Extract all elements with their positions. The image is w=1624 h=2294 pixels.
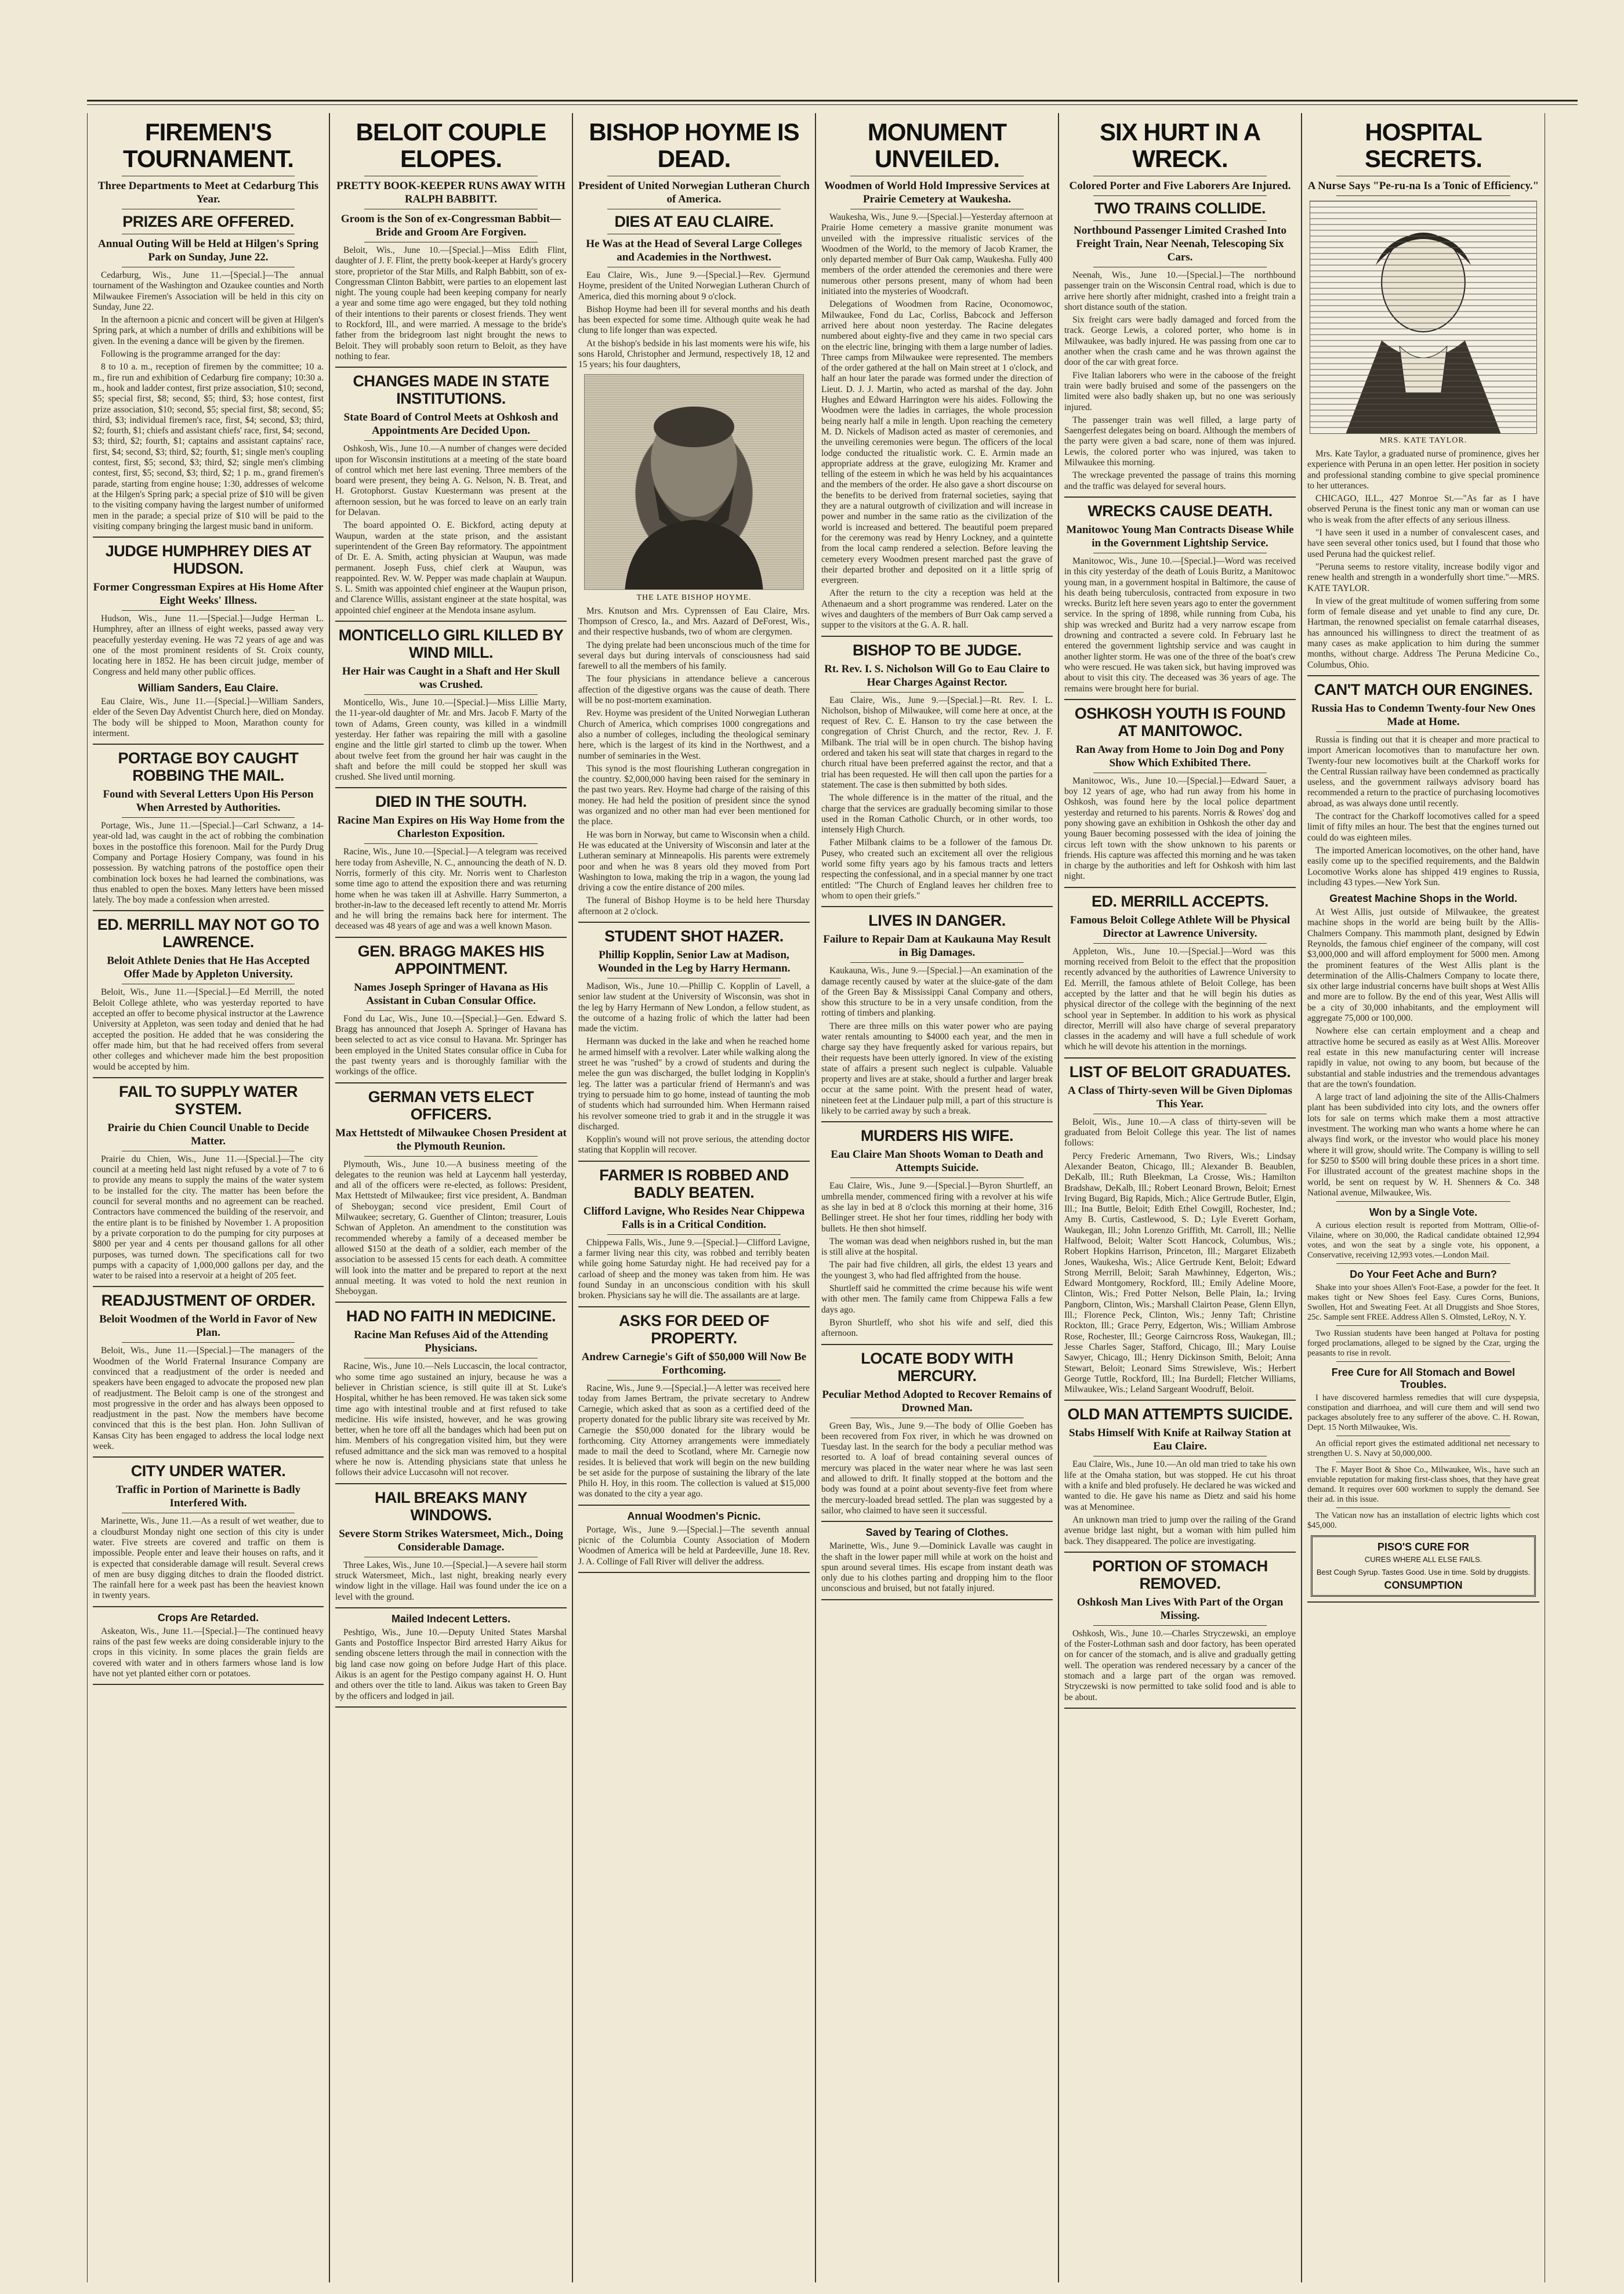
paragraph: Kaukauna, Wis., June 9.—[Special.]—An examination of the damage recently caused by water at the sluice-gate of the dam of the Green Bay & Mississippi Canal Company and others, show this structure to be in a very unsafe condition, from the rotting of timbers and planking. (821, 966, 1053, 1019)
paragraph: Two Russian students have been hanged at Poltava for posting forged proclamations, alleged to be signed by the Czar, urging the peasants to rise in revolt. (1307, 1329, 1539, 1358)
paragraph: Delegations of Woodmen from Racine, Oconomowoc, Milwaukee, Fond du Lac, Corliss, Babcock and Jefferson arrived here about noon yesterday. The Racine delegates numbered about eighty-five and they came in two special cars on the electric line, bringing with them a large number of ladies. Three camps from Milwaukee were represented. The members of the order gathered at the hall on Main street at 1 o'clock, and half an hour later the parade was formed under the direction of Lieut. D. J. J. Martin, who acted as marshal of the day. John Hughes and Edward Harrington were his aides. Following the Woodmen were the ladies in carriages, the whole procession being nearly half a mile in length. Upon reaching the cemetery M. D. Nickels of Madison acted as master of ceremonies, and the unveiling ceremonies were begun. The officers of the local lodge conducted the ritualistic work. C. E. Armin made an appropriate address at the grave, eulogizing Mr. Kramer and telling of the esteem in which he was held by his acquaintances and the members of the order. He also gave a short discourse on the benefits to be derived from fraternal societies, saying that they are a natural outgrowth of civilization and will increase in power and number in the same ratio as the civilization of the world is increased and bettered. The beautiful poem prepared for the ceremony was read by Henry Lockney, and a quintette from the local camp rendered a selection. Before leaving the cemetery every Woodmen present marched past the grave of their departed brother and deposited on it a little sprig of evergreen. (821, 299, 1053, 586)
headline: HOSPITAL SECRETS. (1364, 118, 1482, 172)
paragraph: Russia is finding out that it is cheaper and more practical to import American locomotives than to manufacture her own. Twenty-four new locomotives built at the Charkoff works for the Central Russian railway have been condemned as practically useless, and the government railways advisory board has recommended a return to the practice of purchasing locomotives abroad, as was always done until recently. (1307, 734, 1539, 809)
article-rule (578, 1572, 810, 1573)
paragraph: Mrs. Kate Taylor, a graduated nurse of prominence, gives her experience with Peruna in an open letter. Her position in society and professional standing combine to give special prominence to her utterances. (1307, 449, 1539, 491)
paragraph: Waukesha, Wis., June 9.—[Special.]—Yesterday afternoon at Prairie Home cemetery a massive granite monument was unveiled with the impressive ritualistic services of the Woodmen of the World, to the memory of Jacob Kramer, the only departed member of Burr Oak camp, Waukesha. Fully 400 members of the order attended the ceremonies and there were numerous other persons present, many of whom had been initiated into the mysteries of Woodcraft. (821, 212, 1053, 297)
article-rule (1064, 497, 1296, 498)
headline: WRECKS CAUSE DEATH. (1088, 502, 1273, 520)
paragraph: After the return to the city a reception was held at the Athenaeum and a short programme was rendered. Later on the wives and daughters of the members of Burr Oak camp served a supper to the visitors at the G. A. R. hall. (821, 588, 1053, 630)
headline: OSHKOSH YOUTH IS FOUND AT MANITOWOC. (1074, 704, 1286, 740)
paragraph: CHICAGO, ILL., 427 Monroe St.—"As far as I have observed Peruna is the finest tonic any man or woman can use who is weak from the after effects of any serious illness. (1307, 494, 1539, 525)
paragraph: In view of the great multitude of women suffering from some form of female disease and yet unable to find any cure, Dr. Hartman, the renowned specialist on female catarrhal diseases, has announced his willingness to direct the treatment of as many cases as make application to him during the summer months, without charge. Address The Peruna Medicine Co., Columbus, Ohio. (1307, 596, 1539, 670)
paragraph: Eau Claire, Wis., June 11.—[Special.]—William Sanders, elder of the Seven Day Adventist Church here, died on Monday. The body will be shipped to Moon, Marathon county for interment. (93, 696, 324, 738)
article-rule (1307, 1601, 1539, 1603)
paragraph: Eau Claire, Wis., June 9.—[Special.]—Byron Shurtleff, an umbrella mender, commenced firing with a revolver at his wife as she lay in bed at 8 o'clock this morning at their home, 316 Bellinger street. He shot her four times, riddling her body with bullets. He then shot himself. (821, 1181, 1053, 1234)
article-rule (93, 1286, 324, 1287)
paragraph: The wreckage prevented the passage of trains this morning and the traffic was delayed for several hours. (1064, 470, 1296, 491)
deck: PRETTY BOOK-KEEPER RUNS AWAY WITH RALPH BABBITT. (336, 180, 566, 205)
paragraph: Prairie du Chien, Wis., June 11.—[Special.]—The city council at a meeting held last night refused by a vote of 7 to 6 to provide any means to supply the mains of the water system to be installed for the city. The matter has been before the council for several months and no agreement can be reached. Contractors have commenced the building of the reservoir, and the entire plant is to be finished by November 1. A proposition by a private corporation to do the pumping for city purposes at $800 per year and 4 cents per thousand gallons for all other purposes, was turned down. The specifications call for two pumps with a capacity of 1,000,000 gallons per day, and the water to be raised into a reservoir at a height of 205 feet. (93, 1154, 324, 1281)
paragraph: Following is the programme arranged for the day: (101, 349, 281, 360)
paragraph: The F. Mayer Boot & Shoe Co., Milwaukee, Wis., have such an enviable reputation for making first-class shoes, that they have great demand. It requires over 600 workmen to supply the demand. See their ad. in this issue. (1307, 1465, 1539, 1505)
article (93, 542, 324, 739)
headline: HAD NO FAITH IN MEDICINE. (346, 1307, 556, 1325)
article (93, 749, 324, 905)
article (1064, 502, 1296, 694)
deck-rule (364, 694, 538, 695)
paragraph: Father Milbank claims to be a follower of the famous Dr. Pusey, who created such an excitement all over the religious world some fifty years ago by his famous tracts and letters respecting the confessional, and in a special manner by one tract entitled: "The Church of England leaves her children free to whom to open their griefs." (821, 838, 1053, 901)
paragraph: I have discovered harmless remedies that will cure dyspepsia, constipation and diarrhoea, and will cure them and will send two packages absolutely free to any sufferer of the above. C. H. Rowan, Dept. 15 North Milwaukee, Wis. (1307, 1393, 1539, 1433)
deck: He Was at the Head of Several Large Colleges and Academies in the Northwest. (586, 238, 802, 263)
deck-rule (1093, 195, 1267, 196)
top-rule (87, 100, 1578, 102)
headline: BISHOP TO BE JUDGE. (852, 641, 1022, 659)
paragraph: Beloit, Wis., June 10.—A class of thirty-seven will be graduated from Beloit College this year. The list of names follows: (1064, 1117, 1296, 1148)
headline: Annual Woodmen's Picnic. (627, 1510, 761, 1522)
paragraph: Hermann was ducked in the lake and when he reached home he armed himself with a revolver. Later while walking along the street he was "rushed" by a crowd of students and during the melee the gun was discharged, the bullet lodging in Kopplin's leg. The latter was a particular friend of Hermann's and was trying to persuade him to go home, instead of taunting the mob of students which had surrounded him. When Hermann raised his revolver someone tried to grab it and in the struggle it was discharged. (578, 1037, 810, 1132)
subhead: Do Your Feet Ache and Burn? (1350, 1269, 1497, 1281)
paragraph: Five Italian laborers who were in the caboose of the freight train were badly bruised and some of the passengers on the limited were also badly shaken up, but no one was seriously injured. (1064, 370, 1296, 412)
paragraph: Madison, Wis., June 10.—Phillip C. Kopplin of Lavell, a senior law student at the University of Wisconsin, was shot in the leg by Harry Hermann of New London, a fellow student, as the outcome of a hazing frolic of which the latter had been made the victim. (578, 981, 810, 1034)
paragraph: "Peruna seems to restore vitality, increase bodily vigor and renew health and strength in a wonderfully short time."—MRS. KATE TAYLOR. (1307, 561, 1539, 593)
item-rule (1336, 1201, 1510, 1202)
paragraph: Shake into your shoes Allen's Foot-Ease, a powder for the feet. It makes tight or New Shoes feel Easy. Cures Corns, Bunions, Swollen, Hot and Sweating Feet. At all Druggists and Shoe Stores, 25c. Sample sent FREE. Address Allen S. Olmsted, LeRoy, N. Y. (1307, 1283, 1539, 1322)
article (93, 1292, 324, 1452)
article (93, 1462, 324, 1601)
paragraph: Oshkosh, Wis., June 10.—A number of changes were decided upon for Wisconsin institutions at a meeting of the state board of control which met here last evening. Three members of the board were present, they being A. G. Nelson, N. B. Treat, and H. Grotophorst. Gustav Kuestermann was present at the afternoon session, but he was forced to leave on an early train for Delavan. (335, 444, 567, 518)
article (335, 943, 567, 1078)
paragraph: Rev. Hoyme was president of the United Norwegian Lutheran Church of America, which comprises 1000 congregations and also a number of colleges, including the theological seminary here, which is the largest of its kind in the Northwest, and a number of seminaries in the West. (578, 708, 810, 761)
deck: Prairie du Chien Council Unable to Decide Matter. (107, 1121, 309, 1147)
article (578, 1312, 810, 1500)
article (335, 1088, 567, 1298)
bishop-portrait (584, 374, 804, 590)
headline: Crops Are Retarded. (157, 1611, 259, 1623)
paragraph: Racine, Wis., June 10.—Nels Luccascin, the local contractor, who some time ago sustained an injury, because he was a believer in Christian science, is still quite ill at St. Luke's Hospital, whither he has been removed. He was taken sick some time ago with intestinal trouble and at first refused to take medicine. His wife insisted, however, and he was growing better, when he tore off all the bandages which had been put on him. Members of his congregation visited him, but they were refused admittance and the sick man was removed to a hospital where he now is. Attending physicians state that unless he follows their advice Luccasohn will not recover. (335, 1361, 567, 1478)
paragraph: Percy Frederic Arnemann, Two Rivers, Wis.; Lindsay Alexander Beaton, Chicago, Ill.; Alexander B. Beaublen, DeKalb, Ill.; Ruth Bleekman, La Crosse, Wis.; Hamilton Bradshaw, DeKalb, Ill.; Robert Leonard Brown, Beloit; Ernest Irving Bugard, Big Rapids, Mich.; Alice Gertrude Butler, Elgin, Ill.; Ina Buttle, Beloit; Edith Ethel Cowgill, Rochester, Ind.; Amy B. Curtis, Castlewood, S. D.; Lyle Everett Gorham, Waukegan, Ill.; John Lorenzo Griffith, Mt. Carroll, Ill.; Nellie Halfwood, Beloit; Walter Scott Hancock, Columbus, Wis.; Robert Hopkins Harrison, Princeton, Ill.; Margaret Elizabeth Jones, Waukesha, Wis.; Alice Gertrude Kent, Beloit; Edward Strong Merrill, Beloit; Sarah Mawhinney, Edgerton, Wis.; Edward Montgomery, Rockford, Ill.; Emily Adeline Moore, Clinton, Wis.; Fred Potter Nelson, Belle Plain, Ia.; Irving Pangborn, Clinton, Wis.; Marshall Clairton Pease, Glenn Ellyn, Ill.; Florence Peck, Clinton, Wis.; Jenny Taft; Christine Rockton, Ill.; Grace Perry, Edgerton, Wis.; William Ambrose Rose, Rochester, Ill.; George Cairncross Ross, Waukegan, Ill.; Jesse Charles Sager, Stafford, Chicago, Ill.; Mary Louise Sawyer, Chicago, Ill.; Henry Dickinson Smith, Beloit; Anna Stewart, Beloit; Leonard Sims Strewisleve, Wis.; Herbert George Tuttle, Rockford, Ill.; Ina Burdell; Fletcher Williams, Milwaukee, Wis.; Leland Sargeant Woodruff, Beloit. (1064, 1151, 1296, 1395)
article (335, 372, 567, 616)
deck: Manitowoc Young Man Contracts Disease While in the Government Lightship Service. (1066, 523, 1294, 549)
headline: PORTAGE BOY CAUGHT ROBBING THE MAIL. (118, 749, 299, 785)
paragraph: At the bishop's bedside in his last moments were his wife, his sons Harold, Christopher and Jermund, respectively 18, 12 and 15 years; his four daughters, (578, 338, 810, 370)
deck-rule (607, 1234, 781, 1235)
paragraph: The passenger train was well filled, a large party of Saengerfest delegates being on board. Although the members of the party were given a bad scare, none of them was injured. Lewis, the colored porter who was injured, was taken to Milwaukee this morning. (1064, 415, 1296, 468)
paragraph: Portage, Wis., June 11.—[Special.]—Carl Schwanz, a 14-year-old lad, was caught in the act of robbing the combination boxes in the postoffice this forenoon. Mail for the Purdy Drug Company and Portage Hosiery Company, was found in his possession. By watching patrons of the postoffice open their combination lock boxes he had learned the combinations, was thus enabled to open the boxes. Many letters have been missed lately. The boy made a confession when arrested. (93, 821, 324, 905)
article (578, 1510, 810, 1567)
article-rule (335, 787, 567, 788)
article (1307, 681, 1539, 1597)
paragraph: Shurtleff said he committed the crime because his wife went with other men. The family came from Chippewa Falls a few days ago. (821, 1284, 1053, 1315)
portrait-caption: MRS. KATE TAYLOR. (1379, 436, 1467, 445)
deck-rule (607, 978, 781, 979)
paragraph: Appleton, Wis., June 10.—[Special.]—Word was this morning received from Beloit to the effect that the proposition recently advanced by the authorities of Lawrence University to Ed. Merrill, the famous athlete of Beloit College, has been accepted by the latter and that he will begin his duties as physical director of the college with the beginning of the next school year in September. In addition to his work as physical director, Merrill will also have charge of several preparatory classes in the academy and will have a full schedule of work which he will devote his attention in the mornings. (1064, 946, 1296, 1052)
paragraph: Byron Shurtleff, who shot his wife and self, died this afternoon. (821, 1317, 1053, 1339)
article-rule (1064, 1552, 1296, 1553)
headline: READJUSTMENT OF ORDER. (101, 1292, 316, 1310)
paragraph: The imported American locomotives, on the other hand, have easily come up to the specified requirements, and the Baldwin Locomotive Works alone has shipped 419 engines to Russia, including 43 types.—New York Sun. (1307, 845, 1539, 887)
deck-rule (850, 1177, 1024, 1178)
paragraph: Fond du Lac, Wis., June 10.—[Special.]—Gen. Edward S. Bragg has announced that Joseph A. Springer of Havana has been selected to act as vice consul to Havana. Mr. Springer has been employed in the United States consular office in Cuba for the past twenty years and is thoroughly familiar with the workings of the office. (335, 1013, 567, 1077)
paragraph: 8 to 10 a. m., reception of firemen by the committee; 10 a. m., fire run and exhibition of Cedarburg fire company; 10:30 a. m., hook and ladder contest, first prize association, $10; second, $5; special first, $8; second, $5; third, $3; hose contest, first prize association, $10; second, $5; special first, $8; second, $5; third, $3; individual firemen's race, first, $4; second, $3; third, $2; fourth, $1; chiefs and assistant chiefs' race, first, $4; second, $3; third, $2; fourth, $1; captains and assistant captains' race, first, $4; second, $3; third, $2; fourth, $1; single men's coupling contest, first, $5; second, $3; third, $2; single men's climbing contest, first, $5; second, $3; third, $2; 1 p. m., grand firemen's parade, starting from engine house; 1:30, addresses of welcome at the Hilgen's Spring park; a special prize of $10 will be given to the visiting company having the largest number of uniformed men in the parade; a special prize of $10 will be paid to the visiting company bringing the largest music band in uniform. (93, 362, 324, 531)
paragraph: Eau Claire, Wis., June 9.—[Special.]—Rt. Rev. I. L. Nicholson, bishop of Milwaukee, will come here at once, at the request of Rev. C. E. Hanson to try the case between the congregation of Christ Church, and the rector, Rev. J. F. Milbank. The trial will be in open church. The bishop having ordered and taken his seat will state that charges in regard to the church ritual have been preferred against the rector, and that a trial has been requested. He will then call upon the parties for a statement. The case is then submitted by both sides. (821, 695, 1053, 790)
paragraph: He was born in Norway, but came to Wisconsin when a child. He was educated at the University of Wisconsin and later at the Lutheran seminary at Minneapolis. His parents were extremely poor and when he was 8 years old they moved from Port Washington to Iowa, making the trip in a wagon, the young lad driving a cow the entire distance of 200 miles. (578, 829, 810, 893)
deck: Former Congressman Expires at His Home After Eight Weeks' Illness. (93, 581, 324, 607)
paragraph: This synod is the most flourishing Lutheran congregation in the country. $2,000,000 having been raised for the seminary in the past two years. Rev. Hoyme had charge of the raising of this money. He had held the position of president since the synod was organized and no other man had ever been mentioned for the place. (578, 763, 810, 827)
item-rule (1336, 1507, 1510, 1508)
paragraph: Nowhere else can certain employment and a cheap and attractive home be secured as easily as at West Allis. Moreover real estate in this new manufacturing center will increase rapidly in value, not owing to any boom, but because of the substantial and stable industries and the tremendous advantages that are the town's foundation. (1307, 1026, 1539, 1089)
headline: ASKS FOR DEED OF PROPERTY. (618, 1311, 770, 1347)
article (578, 927, 810, 1156)
article (821, 119, 1053, 631)
article (335, 1613, 567, 1702)
article-rule (1064, 1400, 1296, 1401)
deck: Andrew Carnegie's Gift of $50,000 Will Now Be Forthcoming. (581, 1350, 807, 1376)
paragraph: Racine, Wis., June 10.—[Special.]—A telegram was received here today from Asheville, N. C., announcing the death of N. D. Norris, formerly of this city. Mr. Norris went to Charleston some time ago to attend the exposition there and was returning home when he was taken ill at Ashville. Harry Summerton, a brother-in-law to the deceased left recently to attend Mr. Morris and he will bring the remains back here for interment. The deceased was 48 years of age and was a well known Mason. (335, 847, 567, 932)
ad-line: PISO'S CURE FOR (1377, 1541, 1470, 1553)
top-rule-thin (87, 104, 1578, 105)
deck-rule (364, 843, 538, 844)
article-rule (93, 910, 324, 911)
article-rule (335, 367, 567, 368)
article (821, 1127, 1053, 1339)
article (335, 793, 567, 932)
article (335, 1307, 567, 1478)
deck: Woodmen of World Hold Impressive Services at Prairie Cemetery at Waukesha. (824, 180, 1050, 205)
paragraph: Oshkosh, Wis., June 10.—Charles Stryczewski, an employe of the Foster-Lothman sash and door factory, has been operated on for cancer of the stomach, and is alive and gradually getting well. The operation was rendered necessary by a cancer of the stomach and a large part of the organ was removed. Stryczewski is now permitted to take solid food and is able to be about. (1064, 1628, 1296, 1702)
headline: MONTICELLO GIRL KILLED BY WIND MILL. (338, 626, 564, 662)
ad-line: Best Cough Syrup. Tastes Good. Use in time. Sold by druggists. (1316, 1568, 1531, 1577)
nurse-portrait-icon (1310, 201, 1536, 433)
article (1064, 893, 1296, 1053)
deck: Eau Claire Man Shoots Woman to Death and Attempts Suicide. (831, 1148, 1043, 1175)
deck: Rt. Rev. I. S. Nicholson Will Go to Eau Claire to Hear Charges Against Rector. (824, 662, 1050, 688)
paragraph: Eau Claire, Wis., June 10.—An old man tried to take his own life at the Omaha station, but was stopped. He cut his throat with a knife and bled profusely. He declared he was wicked and wanted to die. He gave his name as Dietz and said his home was at Menominee. (1064, 1459, 1296, 1512)
article (335, 1489, 567, 1603)
article (821, 912, 1053, 1117)
paragraph: The four physicians in attendance believe a cancerous affection of the digestive organs was the cause of death. There will be no post-mortem examination. (578, 674, 810, 706)
column-2 (330, 113, 573, 2282)
headline: MONUMENT UNVEILED. (867, 118, 1007, 172)
deck-rule (364, 1156, 538, 1157)
article-rule (821, 1599, 1053, 1600)
article-rule (578, 1161, 810, 1162)
article (578, 119, 810, 917)
article-rule (821, 1521, 1053, 1522)
deck: Famous Beloit College Athlete Will be Physical Director at Lawrence University. (1070, 914, 1290, 940)
article-rule (1064, 1057, 1296, 1059)
ad-line: CONSUMPTION (1384, 1579, 1463, 1592)
deck: President of United Norwegian Lutheran Church of America. (578, 180, 810, 205)
headline: OLD MAN ATTEMPTS SUICIDE. (1067, 1405, 1293, 1423)
deck: Russia Has to Condemn Twenty-four New Ones Made at Home. (1311, 702, 1536, 728)
paragraph: An official report gives the estimated additional net necessary to strengthen U. S. Navy at 50,000,000. (1307, 1439, 1539, 1459)
article-rule (335, 621, 567, 622)
headline: LIVES IN DANGER. (868, 912, 1006, 930)
paragraph: The board appointed O. E. Bickford, acting deputy at Waupun, warden at the state prison, and the assistant superintendent of the Green Bay reformatory. The appointment of Dr. E. A. Smith, acting physician at Waupun, was made permanent. Joseph Fuss, chief clerk at Waupun, was reappointed. Rev. W. W. Pepper was made chaplain at Waupun. S. L. Smith was appointed chief engineer at the Waupun prison, and Clarence Willis, assistant engineer at the state hospital, was appointed chief engineer at the Mendota insane asylum. (335, 520, 567, 615)
headline: BELOIT COUPLE ELOPES. (356, 118, 546, 172)
article (335, 626, 567, 782)
deck-rule (850, 962, 1024, 963)
article (335, 119, 567, 362)
headline: BISHOP HOYME IS DEAD. (589, 118, 799, 172)
column-6 (1302, 113, 1545, 2282)
paragraph: Askeaton, Wis., June 11.—[Special.]—The continued heavy rains of the past few weeks are doing considerable injury to the crops in this vicinity. In some places the grain fields are covered with water and in others farmers whose land is low have not yet planted either corn or potatoes. (93, 1626, 324, 1679)
paragraph: Six freight cars were badly damaged and forced from the track. George Lewis, a colored porter, who home is in Milwaukee, was badly injured. He was passing from one car to another when the crash came and he was thrown against the door of the car with great force. (1064, 315, 1296, 368)
deck: Stabs Himself With Knife at Railway Station at Eau Claire. (1068, 1427, 1291, 1453)
deck: Groom is the Son of ex-Congressman Babbit—Bride and Groom Are Forgiven. (340, 213, 561, 238)
headline: PORTION OF STOMACH REMOVED. (1092, 1557, 1268, 1592)
deck: Annual Outing Will be Held at Hilgen's Spring Park on Sunday, June 22. (98, 238, 318, 263)
deck: Beloit Athlete Denies that He Has Accepted Offer Made by Appleton University. (107, 955, 310, 981)
deck: PRIZES ARE OFFERED. (122, 213, 294, 230)
paragraph: Peshtigo, Wis., June 10.—Deputy United States Marshal Gants and Postoffice Inspector Bird arrested Harry Aikus for sending obscene letters through the mail in connection with the big land case now going on before Judge Hart of this place. Aikus is an agent for the Pestigo company against H. O. Hunt and others over the title to land. Aikus was taken to Green Bay by the officers and lodged in jail. (335, 1627, 567, 1701)
article-rule (1307, 675, 1539, 676)
item-rule (1336, 1263, 1510, 1264)
deck: State Board of Control Meets at Oshkosh and Appointments Are Decided Upon. (343, 411, 559, 437)
headline: LOCATE BODY WITH MERCURY. (861, 1349, 1013, 1385)
headline: FIREMEN'S TOURNAMENT. (123, 118, 293, 172)
paragraph: The dying prelate had been unconscious much of the time for several days but during intervals of consciousness had said farewell to all the members of his family. (578, 640, 810, 672)
deck: Severe Storm Strikes Watersmeet, Mich., Doing Considerable Damage. (339, 1527, 563, 1553)
subhead: Free Cure for All Stomach and Bowel Troubles. (1331, 1367, 1516, 1391)
paragraph: Mrs. Knutson and Mrs. Cyprenssen of Eau Claire, Mrs. Thompson of Cresco, Ia., and Mrs. Aazard of DeForest, Wis., and their respective husbands, two of whom are clergymen. (578, 606, 810, 637)
article-rule (335, 1302, 567, 1303)
article (1064, 1405, 1296, 1546)
article (821, 1527, 1053, 1594)
deck: Clifford Lavigne, Who Resides Near Chippewa Falls is in a Critical Condition. (583, 1205, 805, 1231)
paragraph: Green Bay, Wis., June 9.—The body of Ollie Goeben has been recovered from Fox river, in which he was drowned on Tuesday last. In the search for the body a peculiar method was resorted to. A loaf of bread containing several ounces of mercury was placed in the water near where he was last seen and allowed to drift. It finally stopped at the bottom and the body was found at a point about seventy-five feet from where the mercury-loaded bread settled. The plan was suggested by a sailor, who claimed to have seen it successful. (821, 1420, 1053, 1516)
article-rule (93, 1606, 324, 1607)
headline: HAIL BREAKS MANY WINDOWS. (374, 1488, 527, 1524)
article (1307, 119, 1539, 671)
article-rule (335, 1706, 567, 1708)
paragraph: Chippewa Falls, Wis., June 9.—[Special.]—Clifford Lavigne, a farmer living near this city, was robbed and terribly beaten while going home Saturday night. He had received pay for a carload of sheep and the money was taken from him. He was found Sunday in an unconscious condition with his skull broken. Physicians say he will die. The assailants are at large. (578, 1237, 810, 1301)
deck: TWO TRAINS COLLIDE. (1094, 200, 1266, 217)
paragraph: The funeral of Bishop Hoyme is to be held here Thursday afternoon at 2 o'clock. (578, 896, 810, 916)
paragraph: Racine, Wis., June 9.—[Special.]—A letter was received here today from James Bertram, the private secretary to Andrew Carnegie, which asked that as soon as a certified deed of the property donated for the public library site was received by Mr. Carnegie the $50,000 donated for the library would be forthcoming. City Attorney arrangements were immediately made to mail the deed to Scotland, where Mr. Carnegie now resides. It is believed that work will begin on the new building be set aside for the purpose of sustaining the library of the late Philo H. Hoy, in this room. The collection is valued at $15,000 was donated to the city a year ago. (578, 1383, 810, 1499)
item-rule (1336, 1361, 1510, 1362)
article (1064, 1557, 1296, 1703)
article-rule (821, 636, 1053, 637)
paragraph: "I have seen it used in a number of convalescent cases, and have seen several other tonics used, but I found that those who used Peruna had the quickest relief. (1307, 528, 1539, 559)
headline: CAN'T MATCH OUR ENGINES. (1314, 680, 1533, 698)
paragraph: A curious election result is reported from Mottram, Ollie-of-Vilaine, where on 30,000, the Radical candidate obtained 12,994 votes, and won the seat by a single vote, his opponent, a Conservative, receiving 12,993 votes.—London Mail. (1307, 1221, 1539, 1260)
paragraph: Kopplin's wound will not prove serious, the attending doctor stating that Kopplin will recover. (578, 1135, 810, 1155)
article (578, 1166, 810, 1302)
photo-caption: THE LATE BISHOP HOYME. (636, 593, 752, 602)
article (1064, 119, 1296, 492)
article-rule (335, 1082, 567, 1083)
deck: Oshkosh Man Lives With Part of the Organ Missing. (1076, 1596, 1284, 1622)
deck-rule (1336, 195, 1510, 196)
item-rule (1336, 1325, 1510, 1326)
deck: Colored Porter and Five Laborers Are Injured. (1069, 180, 1291, 192)
paragraph: Beloit, Wis., June 10.—[Special.]—Miss Edith Flint, daughter of J. F. Flint, the pretty book-keeper at Hardy's grocery store, proprietor of the Star Mills, and Ralph Babbitt, son of ex-Congressman Clinton Babbitt, were parties to an elopement last night. The young couple had been keeping company for nearly a year and some time ago were engaged, but they told nothing of their intentions to their parents or closest friends. They went to Rockford, Ill., and were married. A message to the bride's father from the bridegroom last night brought the news to Beloit. They will probably soon return to Beloit, as they have nothing to fear. (335, 245, 567, 361)
deck: A Class of Thirty-seven Will be Given Diplomas This Year. (1068, 1084, 1292, 1110)
headline: CHANGES MADE IN STATE INSTITUTIONS. (353, 372, 549, 408)
subhead: William Sanders, Eau Claire. (138, 682, 278, 694)
headline: SIX HURT IN A WRECK. (1099, 118, 1261, 172)
subhead: Greatest Machine Shops in the World. (1329, 893, 1517, 905)
deck-rule (850, 692, 1024, 693)
headline: FARMER IS ROBBED AND BADLY BEATEN. (599, 1166, 789, 1201)
article-rule (335, 1607, 567, 1608)
article-rule (93, 744, 324, 745)
newspaper-page (87, 113, 1578, 2282)
article-rule (93, 1456, 324, 1458)
deck-rule (122, 817, 295, 818)
deck-rule (364, 440, 538, 441)
paragraph: The pair had five children, all girls, the eldest 13 years and the youngest 3, who had fled affrighted from the house. (821, 1260, 1053, 1281)
deck: Northbound Passenger Limited Crashed Into Freight Train, Near Neenah, Telescoping Six Cars. (1073, 224, 1287, 263)
paragraph: Plymouth, Wis., June 10.—A business meeting of the delegates to the reunion was held at Laycenm hall yesterday, and all of the officers were re-elected, as follows: President, Max Hettstedt of Milwaukee; first vice president, A. Bandman of Sheboygan; second vice president, Emil Court of Milwaukee; secretary, G. Guenther of Clinton; treasurer, Louis Schwan of Appleton. An amendment to the constitution was recommended whereby a family of a deceased member be allowed $150 at the death of a soldier, each member of the association to be assessed 15 cents for each death. A committee will look into the matter and be prepared to report at the next annual meeting. It was voted to hold the next reunion in Sheboygan. (335, 1159, 567, 1297)
headline: DIED IN THE SOUTH. (375, 793, 527, 811)
article (821, 642, 1053, 902)
headline: Mailed Indecent Letters. (391, 1612, 511, 1625)
deck: Traffic in Portion of Marinette is Badly Interfered With. (115, 1484, 301, 1510)
article (821, 1350, 1053, 1517)
deck: Racine Man Refuses Aid of the Attending Physicians. (354, 1329, 548, 1355)
piso-advertisement (1311, 1535, 1536, 1597)
headline: ED. MERRILL ACCEPTS. (1091, 892, 1269, 910)
paragraph: Manitowoc, Wis., June 10.—[Special.]—Word was received in this city yesterday of the death of Louis Buritz, a Manitowoc young man, in a government hospital in Baltimore, the cause of his death being tuberculosis, contracted from exposure in two wrecks. Buritz left here seven years ago to enter the government service. In the spring of 1898, while running from Cuba, his ship was wrecked and Buritz had a very narrow escape from drowning and contracted a severe cold. In February last he entered the government lightship service and was caught in another lighter storm. He was one of the three of the boat's crew who were rescued. He was taken sick, but having improved was about to visit this city. The deceased was 36 years of age. The remains were brought here for burial. (1064, 556, 1296, 694)
article-rule (93, 537, 324, 538)
deck: DIES AT EAU CLAIRE. (614, 213, 774, 230)
article (1064, 705, 1296, 882)
paragraph: Hudson, Wis., June 11.—[Special.]—Judge Herman L. Humphrey, after an illness of eight weeks, passed away very peacefully yesterday evening. He was 72 years of age and was one of the most prominent residents of St. Croix county, locating here in 1852. He has been circuit judge, member of Congress and held many other public offices. (93, 614, 324, 677)
paragraph: A large tract of land adjoining the site of the Allis-Chalmers plant has been subdivided into city lots, and the owners offer lots for sale on terms which make them a most attractive investment. The working man who wants a home where he can always find work, or the investor who would place his money where it will grow, should write. The Company is willing to sell for $250 to $500 will bring double these prices in a short time. For illustrated account of the greatest machine shops in the world, be sent on request by W. H. Shenners & Co. 348 National avenue, Milwaukee, Wis. (1307, 1092, 1539, 1198)
headline: JUDGE HUMPHREY DIES AT HUDSON. (105, 542, 311, 578)
article (93, 119, 324, 532)
paragraph: Beloit, Wis., June 11.—[Special.]—The managers of the Woodmen of the World Fraternal Insurance Company are convinced that a readjustment of the order is needed and speakers have been engaged to advocate the proposed new plan of readjustment. The Beloit camp is one of the strongest and most progressive in the order and has always been opposed to readjustment in the past. Now the members have become convinced that this is the best plan. Hon. John Sullivan of Kansas City has been engaged to address the local lodge next week. (93, 1346, 324, 1452)
article-rule (93, 1684, 324, 1685)
paragraph: The contract for the Charkoff locomotives called for a speed limit of fifty miles an hour. The best that the engines turned out could do was eighteen miles. (1307, 811, 1539, 843)
paragraph: The Vatican now has an installation of electric lights which cost $45,000. (1307, 1511, 1539, 1531)
paragraph: An unknown man tried to jump over the railing of the Grand avenue bridge last night, but a woman with him pulled him back. They disappeared. The police are investigating. (1064, 1514, 1296, 1546)
deck: Phillip Kopplin, Senior Law at Madison, Wounded in the Leg by Harry Hermann. (597, 948, 791, 974)
headline: CITY UNDER WATER. (130, 1462, 286, 1480)
paragraph: Cedarburg, Wis., June 11.—[Special.]—The annual tournament of the Washington and Ozaukee counties and North Milwaukee Firemen's Association will be held in this city on Sunday, June 22. (93, 270, 324, 312)
article (93, 1083, 324, 1282)
headline: GERMAN VETS ELECT OFFICERS. (368, 1088, 534, 1123)
deck: Ran Away from Home to Join Dog and Pony Show Which Exhibited There. (1075, 743, 1285, 769)
headline: Saved by Tearing of Clothes. (865, 1527, 1009, 1539)
paragraph: The whole difference is in the matter of the ritual, and the charge that the services are gradually becoming similar to those used in the Roman Catholic Church, or in other words, too intensely High Church. (821, 793, 1053, 835)
article-rule (578, 1505, 810, 1506)
column-4 (816, 113, 1059, 2282)
paragraph: Monticello, Wis., June 10.—[Special.]—Miss Lillie Marty, the 11-year-old daughter of Mr. and Mrs. Jacob F. Marty of the town of Adams, Green county, was killed in a windmill yesterday. Her father was repairing the mill with a gasoline engine and the little girl started to climb up the tower. When about twelve feet from the ground her hair was caught in the shaft and before the mill could be stopped her skull was crushed. She lived until morning. (335, 698, 567, 782)
ad-line: CURES WHERE ALL ELSE FAILS. (1364, 1555, 1482, 1564)
headline: ED. MERRILL MAY NOT GO TO LAWRENCE. (97, 916, 320, 951)
paragraph: Portage, Wis., June 9.—[Special.]—The seventh annual picnic of the Columbia County Association of Modern Woodmen of America will be held at Pardeeville, June 18. Rev. J. A. Collinge of Fall River will deliver the address. (578, 1524, 810, 1567)
deck: Found with Several Letters Upon His Person When Arrested by Authorities. (103, 788, 314, 814)
paragraph: There are three mills on this water power who are paying water rentals amounting to $4000 each year, and the men in charge say they have frequently asked for various repairs, but their requests have been utterly ignored. In view of the existing state of affairs a present such neglect is culpable. Valuable property and lives are at stake, should a further and larger break occur at the same point. With the present head of water, nineteen feet at the Lindauer pulp mill, a part of this structure is likely to be carried away by such a break. (821, 1021, 1053, 1117)
deck-rule (122, 1342, 295, 1343)
deck-rule (1093, 943, 1267, 944)
deck: Peculiar Method Adopted to Recover Remains of Drowned Man. (822, 1388, 1052, 1414)
deck: Her Hair was Caught in a Shaft and Her Skull was Crushed. (342, 665, 560, 691)
column-3 (573, 113, 816, 2282)
deck: A Nurse Says "Pe-ru-na Is a Tonic of Efficiency." (1307, 180, 1539, 192)
paragraph: In the afternoon a picnic and concert will be given at Hilgen's Spring park, at which a number of drills and exhibitions will be given. In the evening a dance will be given by the firemen. (93, 315, 324, 346)
deck: Beloit Woodmen of the World in Favor of New Plan. (99, 1313, 317, 1339)
article-rule (335, 937, 567, 938)
article (1064, 1063, 1296, 1396)
column-5 (1059, 113, 1302, 2282)
deck: Names Joseph Springer of Havana as His Assistant in Cuban Consular Office. (354, 981, 548, 1007)
portrait-illustration (1310, 201, 1537, 434)
subhead: Won by a Single Vote. (1369, 1206, 1478, 1219)
article-rule (335, 1483, 567, 1484)
deck: Failure to Repair Dam at Kaukauna May Result in Big Damages. (823, 933, 1051, 959)
deck-rule (1336, 731, 1510, 732)
paragraph: Marinette, Wis., June 11.—As a result of wet weather, due to a cloudburst Monday night one section of this city is under water. Five streets are covered and traffic on them is impossible. People enter and leave their houses on rafts, and it is expected that considerable damage will result. Several crews of men are busy digging ditches to drain the flooded district. The rainfall here for a week past has been the heaviest known in twenty years. (93, 1516, 324, 1601)
article (93, 1612, 324, 1679)
paragraph: Bishop Hoyme had been ill for several months and his death has been expected for some time. Although quite weak he had clung to life longer than was expected. (578, 304, 810, 336)
deck: Three Departments to Meet at Cedarburg This Year. (97, 180, 319, 205)
column-1 (87, 113, 330, 2282)
headline: LIST OF BELOIT GRADUATES. (1069, 1063, 1291, 1081)
paragraph: Marinette, Wis., June 9.—Dominick Lavalle was caught in the shaft in the lower paper mill while at work on the hoist and spun around several times. His escape from instant death was only due to his clothes parting and dropping him to the floor unconscious and bruised, but not fatally injured. (821, 1541, 1053, 1594)
headline: STUDENT SHOT HAZER. (604, 927, 784, 945)
paragraph: The woman was dead when neighbors rushed in, but the man is still alive at the hospital. (821, 1236, 1053, 1257)
article-rule (821, 1344, 1053, 1345)
paragraph: At West Allis, just outside of Milwaukee, the greatest machine shops in the world are being built by the Allis-Chalmers Company. This mammoth plant, designed by Edwin Reynolds, the famous chief engineer of the company, will cost $3,000,000 and will afford employment for 5000 men. Among the prominent features of the West Allis plant is the determination of the Allis-Chalmers Company to locate there, six other large industrial concerns have built shops at West Allis and more are to follow. By the end of this year, West Allis will be a city of 30,000 inhabitants, and the employment will aggregate 75,000 or 100,000. (1307, 907, 1539, 1024)
deck-rule (1093, 220, 1267, 221)
deck: Max Hettstedt of Milwaukee Chosen President at the Plymouth Reunion. (335, 1126, 567, 1153)
article-rule (821, 906, 1053, 907)
paragraph: Three Lakes, Wis., June 10.—[Special.]—A severe hail storm struck Watersmeet, Mich., last night, breaking nearly every window light in the village. Hail was found under the ice on a level with the ground. (335, 1560, 567, 1602)
deck: Racine Man Expires on His Way Home from the Charleston Exposition. (337, 814, 565, 840)
article-rule (578, 1306, 810, 1307)
deck-rule (1093, 1625, 1267, 1626)
article-rule (1064, 887, 1296, 888)
headline: GEN. BRAGG MAKES HIS APPOINTMENT. (357, 942, 545, 977)
headline: MURDERS HIS WIFE. (860, 1127, 1013, 1145)
article-rule (1064, 1708, 1296, 1709)
paragraph: Manitowoc, Wis., June 10.—[Special.]—Edward Sauer, a boy 12 years of age, who had run away from his home in Oshkosh, was found here by the local police department yesterday and returned to his parents. Norris & Rowes' dog and pony showing gave an exhibition in Oshkosh the other day and young Bauer becoming possessed with the idea of joining the circus left town with the show unknown to his parents or friends. His capture was affected this morning and he was taken in charge by the authorities and left for Oshkosh with him last night. (1064, 775, 1296, 882)
article-rule (1064, 699, 1296, 700)
bishop-portrait-icon (585, 375, 803, 589)
paragraph: Neenah, Wis., June 10.—[Special.]—The northbound passenger train on the Wisconsin Central road, which is due to arrive here shortly after midnight, crashed into a freight train a short distance south of the station. (1064, 270, 1296, 312)
headline: FAIL TO SUPPLY WATER SYSTEM. (118, 1082, 298, 1118)
paragraph: Eau Claire, Wis., June 9.—[Special.]—Rev. Gjermund Hoyme, president of the United Norwegian Lutheran Church of America, died this morning about 9 o'clock. (578, 270, 810, 302)
article-rule (93, 1077, 324, 1078)
paragraph: Beloit, Wis., June 11.—[Special.]—Ed Merrill, the noted Beloit College athlete, who was yesterday reported to have accepted an offer to become physical instructor at the Lawrence University at Appleton, was seen today and denied that he had accepted the position. He added that he was considering the offer made him, but that he had received offers from several other colleges and whichever made him the best proposition would be accepted by him. (93, 987, 324, 1072)
article (93, 916, 324, 1072)
deck-rule (122, 610, 295, 611)
article-rule (821, 1121, 1053, 1122)
article-rule (578, 922, 810, 923)
deck-rule (364, 1010, 538, 1011)
